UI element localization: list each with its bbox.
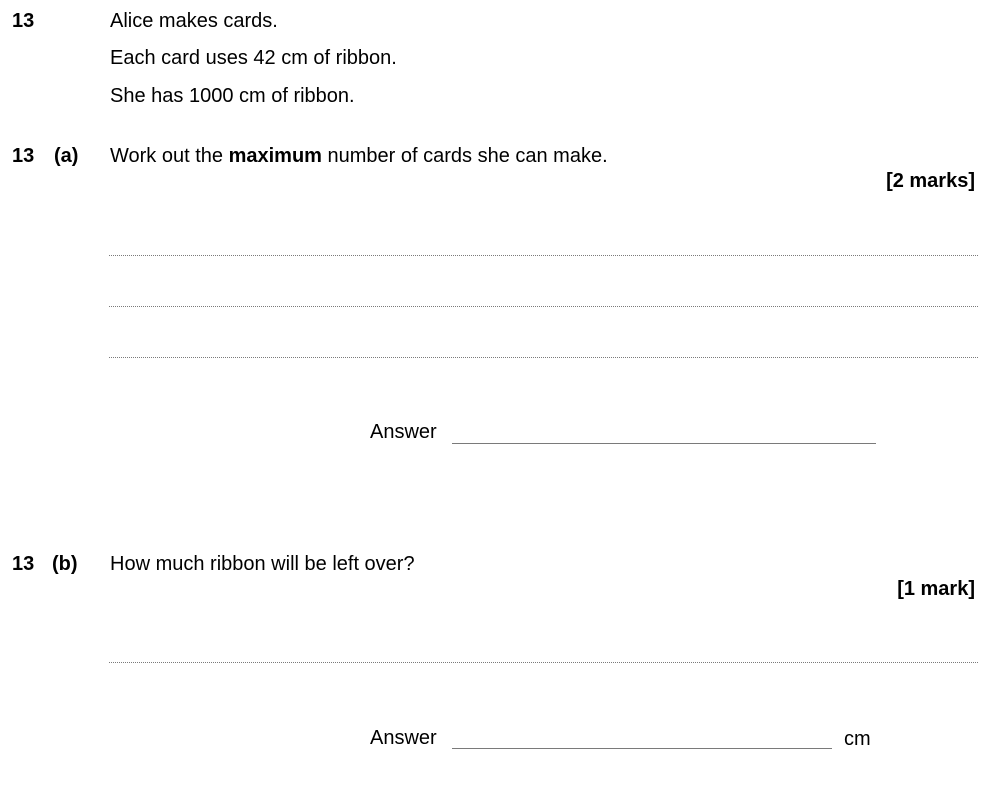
part-a-label: (a) (54, 145, 79, 167)
part-b-question-number: 13 (12, 553, 35, 575)
intro-line-3: She has 1000 cm of ribbon. (110, 85, 355, 107)
part-a-marks: [2 marks] (886, 170, 975, 192)
part-b-working-line-1[interactable] (109, 662, 978, 663)
part-a-prompt-start: Work out the (110, 145, 229, 167)
part-a-prompt-end: number of cards she can make. (321, 145, 608, 167)
part-b-unit: cm (844, 728, 871, 750)
part-b-marks: [1 mark] (897, 578, 975, 600)
part-a-question-number: 13 (12, 145, 35, 167)
part-a-answer-label: Answer (370, 421, 437, 443)
part-a-working-line-3[interactable] (109, 357, 978, 358)
part-b-answer-label: Answer (370, 727, 437, 749)
intro-line-2: Each card uses 42 cm of ribbon. (110, 47, 397, 69)
intro-line-1: Alice makes cards. (110, 10, 278, 32)
part-a-answer-line[interactable] (452, 443, 876, 444)
part-a-prompt (110, 145, 608, 168)
part-b-prompt: How much ribbon will be left over? (110, 553, 415, 575)
part-a-prompt-emphasis: maximum (228, 145, 322, 167)
part-a-working-line-2[interactable] (109, 306, 978, 307)
part-b-label: (b) (52, 553, 78, 575)
part-a-working-line-1[interactable] (109, 255, 978, 256)
part-b-answer-line[interactable] (452, 748, 832, 749)
question-number: 13 (12, 10, 35, 32)
